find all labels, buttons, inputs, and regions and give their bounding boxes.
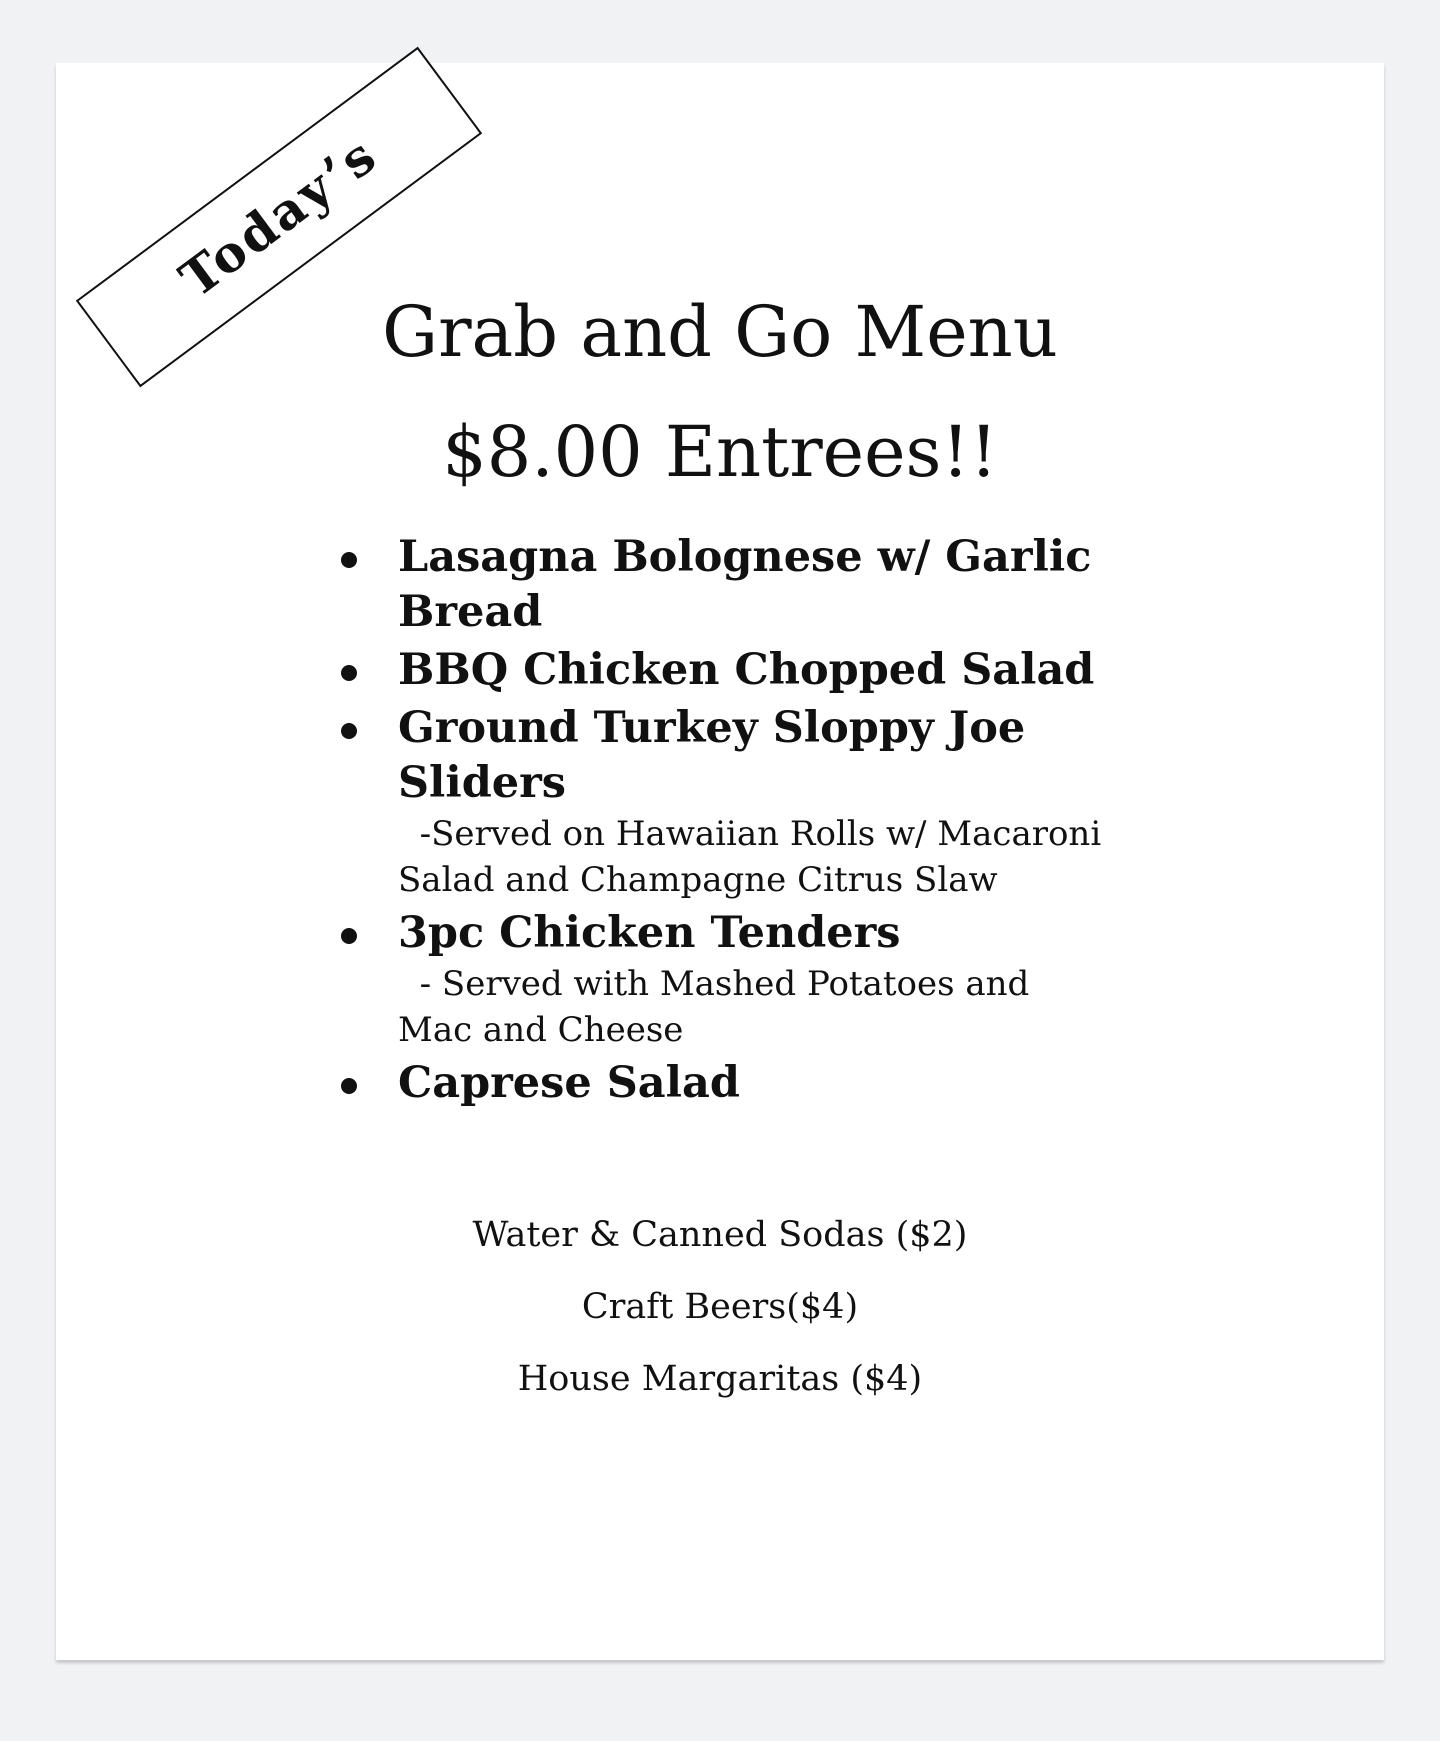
- list-item: [398, 530, 1108, 640]
- stamp-label: Today’s: [168, 124, 389, 309]
- entree-description: -Served on Hawaiian Rolls w/ Macaroni Salad and Champagne Citrus Slaw: [398, 814, 1113, 900]
- bullet-icon: [341, 723, 357, 739]
- bullet-icon: [341, 928, 357, 944]
- list-item: [398, 1056, 1108, 1111]
- drink-item: Craft Beers($4): [581, 1287, 859, 1327]
- drink-item: Water & Canned Sodas ($2): [472, 1215, 968, 1255]
- drink-item: House Margaritas ($4): [517, 1359, 923, 1399]
- bullet-icon: [341, 1078, 357, 1094]
- menu-title: Grab and Go Menu: [382, 291, 1058, 373]
- entree-list: [398, 530, 1113, 1114]
- list-item: [398, 701, 1113, 903]
- bullet-icon: [341, 665, 357, 681]
- list-item: [398, 643, 1108, 698]
- list-item: [398, 906, 1108, 1053]
- entree-name: BBQ Chicken Chopped Salad: [398, 645, 1095, 695]
- entree-name: 3pc Chicken Tenders: [398, 908, 901, 958]
- entree-name: Lasagna Bolognese w/ Garlic Bread: [398, 532, 1092, 637]
- bullet-icon: [341, 552, 357, 568]
- entree-description: - Served with Mashed Potatoes and Mac and Cheese: [398, 964, 1041, 1050]
- menu-subtitle: $8.00 Entrees!!: [442, 411, 998, 493]
- entree-name: Ground Turkey Sloppy Joe Sliders: [398, 703, 1026, 808]
- entree-name: Caprese Salad: [398, 1058, 740, 1108]
